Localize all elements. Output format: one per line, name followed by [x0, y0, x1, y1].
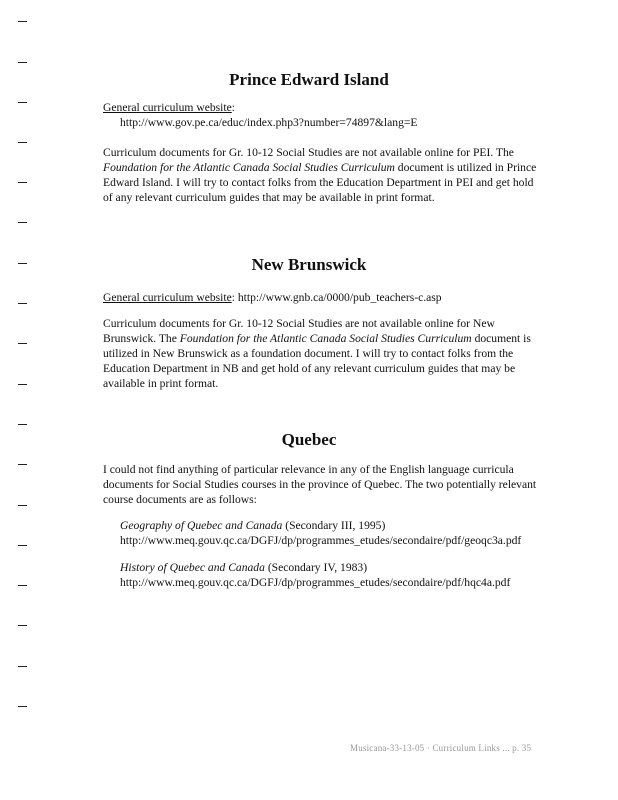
- pei-website-label-text: General curriculum website: [103, 101, 232, 114]
- margin-mark: [18, 666, 27, 667]
- page-footer: Musicana-33-13-05 · Curriculum Links ... p. 35: [350, 743, 532, 753]
- margin-mark: [18, 142, 27, 143]
- pei-website-colon: :: [231, 101, 235, 114]
- qc-doc2-url: http://www.meq.gouv.qc.ca/DGFJ/dp/programmes_etudes/secondaire/pdf/hqc4a.pdf: [120, 576, 511, 589]
- nb-paragraph-text: Brunswick. The: [103, 332, 177, 345]
- margin-mark: [18, 102, 27, 103]
- qc-paragraph-line-2: documents for Social Studies courses in the province of Quebec. The two potentially relevant: [103, 478, 537, 491]
- margin-mark: [18, 625, 27, 626]
- margin-mark: [18, 182, 27, 183]
- nb-paragraph-line-3: utilized in New Brunswick as a foundation document. I will try to contact folks from the: [103, 347, 514, 360]
- pei-paragraph-line-2: [103, 160, 536, 175]
- qc-doc2-title-line: [120, 560, 367, 575]
- margin-mark: [18, 62, 27, 63]
- nb-paragraph-line-2: [103, 331, 531, 346]
- pei-heading: Prince Edward Island: [229, 70, 389, 89]
- margin-mark: [18, 585, 27, 586]
- nb-paragraph-line-5: available in print format.: [103, 377, 219, 390]
- nb-website-line: [103, 290, 442, 305]
- qc-doc2-title: History of Quebec and Canada: [120, 561, 265, 574]
- margin-mark: [18, 343, 27, 344]
- margin-mark: [18, 545, 27, 546]
- margin-mark: [18, 384, 27, 385]
- nb-paragraph-text: document is: [474, 332, 531, 345]
- qc-doc1-url: http://www.meq.gouv.qc.ca/DGFJ/dp/programmes_etudes/secondaire/pdf/geoqc3a.pdf: [120, 534, 522, 547]
- pei-website-label: [103, 100, 235, 115]
- margin-mark: [18, 505, 27, 506]
- pei-paragraph-line-1: Curriculum documents for Gr. 10-12 Social Studies are not available online for PEI. The: [103, 146, 514, 159]
- pei-paragraph-text: document is utilized in Prince: [397, 161, 537, 174]
- qc-heading: Quebec: [281, 430, 337, 449]
- margin-mark: [18, 303, 27, 304]
- qc-doc2-note: (Secondary IV, 1983): [267, 561, 368, 574]
- qc-paragraph-line-1: I could not find anything of particular relevance in any of the English language curricula: [103, 463, 514, 476]
- margin-mark: [18, 424, 27, 425]
- foundation-document-title: Foundation for the Atlantic Canada Social Studies Curriculum: [179, 332, 472, 345]
- pei-website-url: http://www.gov.pe.ca/educ/index.php3?number=74897&lang=E: [120, 116, 418, 129]
- qc-doc1-note: (Secondary III, 1995): [285, 519, 386, 532]
- qc-doc1-title: Geography of Quebec and Canada: [120, 519, 283, 532]
- nb-website-url: : http://www.gnb.ca/0000/pub_teachers-c.asp: [231, 291, 442, 304]
- nb-paragraph-line-1: Curriculum documents for Gr. 10-12 Social Studies are not available online for New: [103, 317, 495, 330]
- margin-mark: [18, 21, 27, 22]
- pei-paragraph-line-3: Edward Island. I will try to contact folks from the Education Department in PEI and get hold: [103, 176, 534, 189]
- nb-heading: New Brunswick: [251, 255, 367, 274]
- qc-doc1-title-line: [120, 518, 385, 533]
- nb-website-label: General curriculum website: [103, 291, 232, 304]
- margin-mark: [18, 464, 27, 465]
- margin-mark: [18, 222, 27, 223]
- nb-paragraph-line-4: Education Department in NB and get hold of any relevant curriculum guides that may be: [103, 362, 516, 375]
- foundation-document-title: Foundation for the Atlantic Canada Social Studies Curriculum: [103, 161, 395, 174]
- qc-paragraph-line-3: course documents are as follows:: [103, 493, 257, 506]
- margin-mark: [18, 706, 27, 707]
- pei-paragraph-line-4: of any relevant curriculum guides that may be available in print format.: [103, 191, 435, 204]
